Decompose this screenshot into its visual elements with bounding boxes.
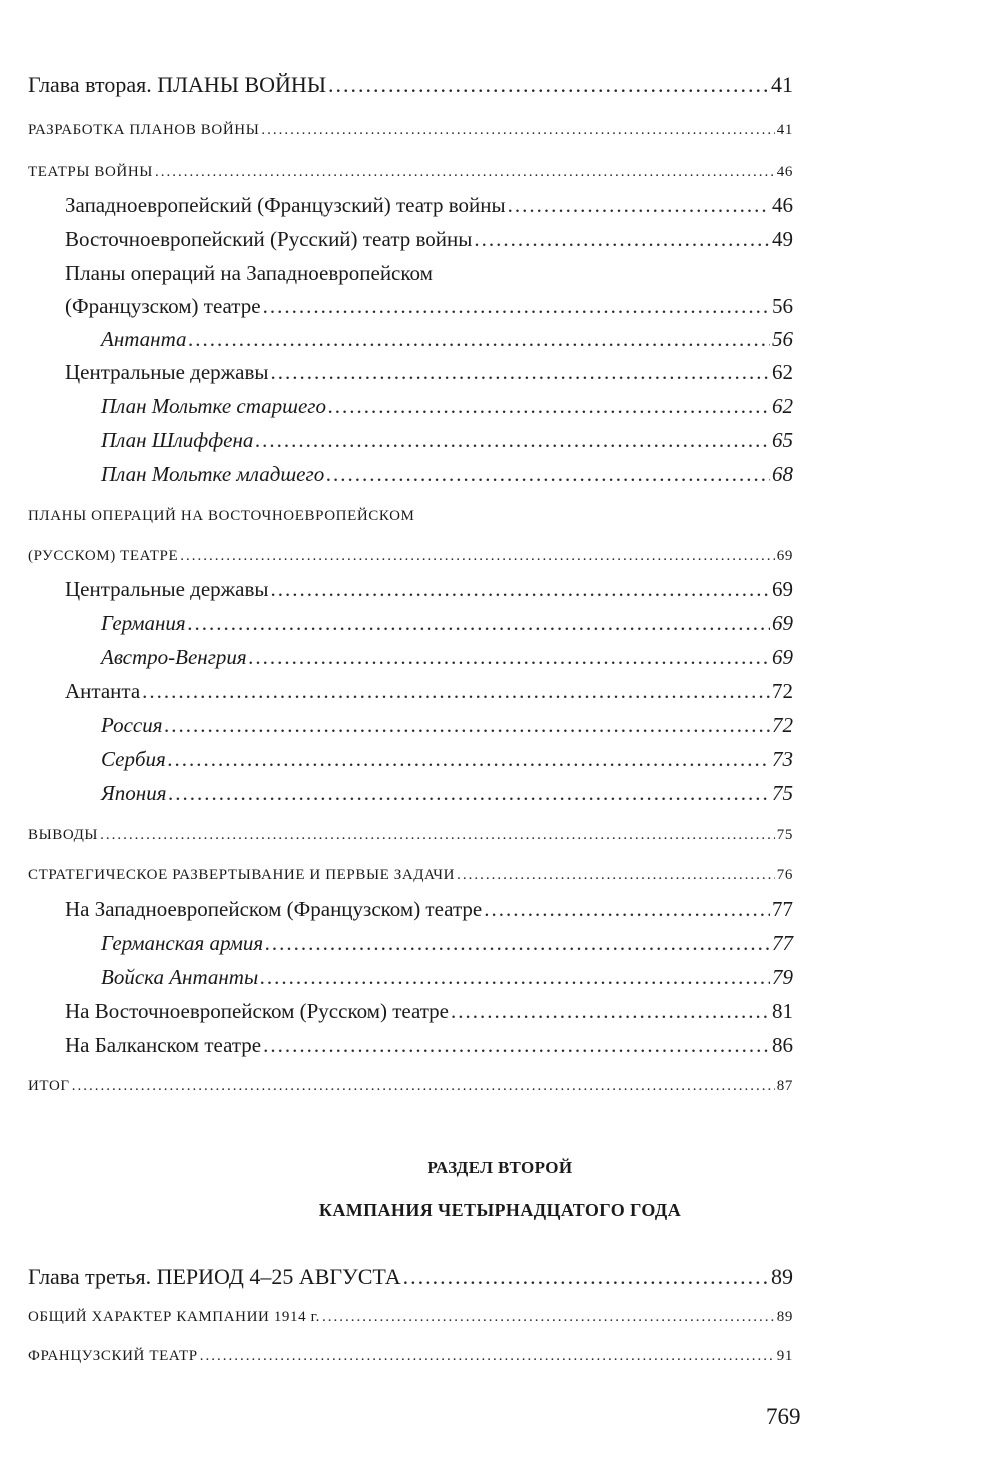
toc-entry-page: 69 xyxy=(772,645,793,669)
dot-leader xyxy=(484,894,770,924)
toc-entry[interactable] xyxy=(28,860,793,890)
toc-entry-title: Германская армия xyxy=(101,931,264,955)
toc-entry-title: (Французском) театре xyxy=(65,294,261,318)
toc-entry-title: Антанта xyxy=(101,327,187,351)
toc-entry[interactable] xyxy=(28,157,793,187)
toc-entry-page: 65 xyxy=(772,428,793,452)
dot-leader xyxy=(168,744,770,774)
dot-leader xyxy=(271,574,771,604)
toc-entry[interactable] xyxy=(28,744,793,774)
toc-entry-page: 73 xyxy=(772,747,793,771)
toc-entry-page: 72 xyxy=(772,679,793,703)
toc-entry-title: Глава вторая. ПЛАНЫ ВОЙНЫ xyxy=(28,72,327,97)
toc-entry-page: 91 xyxy=(776,1348,793,1364)
toc-entry[interactable] xyxy=(28,928,793,958)
toc-entry-title: ИТОГ xyxy=(28,1078,70,1094)
toc-entry[interactable] xyxy=(28,224,793,254)
toc-entry[interactable] xyxy=(28,996,793,1026)
toc-entry-title: Австро-Венгрия xyxy=(101,645,247,669)
toc-entry-page: 86 xyxy=(772,1033,793,1057)
toc-entry[interactable] xyxy=(28,1302,793,1332)
toc-entry-title: Сербия xyxy=(101,747,166,771)
toc-entry-page: 69 xyxy=(772,611,793,635)
toc-entry[interactable] xyxy=(28,1262,793,1292)
dot-leader xyxy=(328,70,769,100)
dot-leader xyxy=(326,459,770,489)
dot-leader xyxy=(142,676,770,706)
dot-leader xyxy=(322,1302,775,1332)
toc-entry-page: 41 xyxy=(776,122,793,138)
toc-entry-title: Германия xyxy=(101,611,186,635)
toc-entry[interactable] xyxy=(28,574,793,604)
section-part-heading: РАЗДЕЛ ВТОРОЙ xyxy=(427,1158,573,1177)
dot-leader xyxy=(263,291,770,321)
dot-leader xyxy=(249,642,770,672)
dot-leader xyxy=(155,157,775,187)
toc-entry[interactable] xyxy=(28,425,793,455)
dot-leader xyxy=(271,357,771,387)
toc-entry-page: 46 xyxy=(772,193,793,217)
toc-entry-title: Планы операций на Западноевропейском xyxy=(65,261,433,285)
toc-entry-page: 62 xyxy=(772,394,793,418)
toc-entry-title: Восточноевропейский (Русский) театр войны xyxy=(65,227,473,251)
toc-entry-page: 49 xyxy=(772,227,793,251)
dot-leader xyxy=(328,391,770,421)
dot-leader xyxy=(457,860,775,890)
toc-entry[interactable] xyxy=(28,459,793,489)
toc-entry-title: Россия xyxy=(101,713,163,737)
toc-entry-page: 75 xyxy=(772,781,793,805)
toc-entry-title: ОБЩИЙ ХАРАКТЕР КАМПАНИИ 1914 г. xyxy=(28,1309,320,1325)
toc-entry-page: 77 xyxy=(772,897,793,921)
toc-entry[interactable] xyxy=(28,608,793,638)
toc-entry-title: РАЗРАБОТКА ПЛАНОВ ВОЙНЫ xyxy=(28,122,260,138)
section-title-heading: КАМПАНИЯ ЧЕТЫРНАДЦАТОГО ГОДА xyxy=(318,1200,682,1220)
toc-entry[interactable] xyxy=(28,190,793,220)
toc-entry[interactable] xyxy=(28,501,414,531)
dot-leader xyxy=(200,1341,775,1371)
dot-leader xyxy=(451,996,770,1026)
dot-leader xyxy=(188,608,770,638)
toc-entry-title: Войска Антанты xyxy=(101,965,259,989)
toc-entry[interactable] xyxy=(28,258,433,288)
dot-leader xyxy=(261,115,774,145)
toc-entry[interactable] xyxy=(28,291,793,321)
toc-entry-title: План Шлиффена xyxy=(101,428,254,452)
dot-leader xyxy=(164,710,770,740)
toc-entry-page: 79 xyxy=(772,965,793,989)
dot-leader xyxy=(168,778,770,808)
dot-leader xyxy=(100,820,775,850)
toc-entry-page: 72 xyxy=(772,713,793,737)
toc-entry[interactable] xyxy=(28,1030,793,1060)
toc-entry-title: ТЕАТРЫ ВОЙНЫ xyxy=(28,164,153,180)
toc-entry-page: 56 xyxy=(772,294,793,318)
toc-entry-page: 56 xyxy=(772,327,793,351)
toc-entry[interactable] xyxy=(28,642,793,672)
toc-entry[interactable] xyxy=(28,710,793,740)
toc-entry-title: Западноевропейский (Французский) театр войны xyxy=(65,193,506,217)
toc-entry[interactable] xyxy=(28,391,793,421)
toc-entry-page: 81 xyxy=(772,999,793,1023)
toc-entry[interactable] xyxy=(28,676,793,706)
dot-leader xyxy=(260,962,770,992)
dot-leader xyxy=(189,324,770,354)
toc-entry-page: 77 xyxy=(772,931,793,955)
page-number: 769 xyxy=(766,1404,801,1429)
toc-entry-page: 62 xyxy=(772,360,793,384)
toc-entry-title: ВЫВОДЫ xyxy=(28,827,99,843)
toc-entry-title: ФРАНЦУЗСКИЙ ТЕАТР xyxy=(28,1348,198,1364)
toc-entry-title: На Восточноевропейском (Русском) театре xyxy=(65,999,449,1023)
toc-entry-title: На Балканском театре xyxy=(65,1033,262,1057)
toc-entry[interactable] xyxy=(28,115,793,145)
toc-entry[interactable] xyxy=(28,1071,793,1101)
toc-entry-title: Япония xyxy=(101,781,167,805)
toc-entry-page: 69 xyxy=(772,577,793,601)
toc-entry-page: 41 xyxy=(771,72,793,97)
toc-entry[interactable] xyxy=(28,541,793,571)
toc-entry-title: План Мольтке старшего xyxy=(101,394,327,418)
dot-leader xyxy=(255,425,770,455)
dot-leader xyxy=(474,224,770,254)
dot-leader xyxy=(265,928,770,958)
toc-entry-title: Антанта xyxy=(65,679,141,703)
toc-entry-page: 75 xyxy=(776,827,793,843)
toc-entry[interactable] xyxy=(28,962,793,992)
toc-entry-page: 89 xyxy=(776,1309,793,1325)
dot-leader xyxy=(72,1071,775,1101)
toc-entry-title: На Западноевропейском (Французском) театре xyxy=(65,897,483,921)
toc-entry[interactable] xyxy=(28,324,793,354)
dot-leader xyxy=(508,190,770,220)
toc-entry[interactable] xyxy=(28,820,793,850)
dot-leader xyxy=(403,1262,769,1292)
toc-entry-page: 87 xyxy=(776,1078,793,1094)
toc-entry-title: ПЛАНЫ ОПЕРАЦИЙ НА ВОСТОЧНОЕВРОПЕЙСКОМ xyxy=(28,508,415,524)
toc-entry-title: Центральные державы xyxy=(65,360,269,384)
toc-entry-page: 46 xyxy=(776,164,793,180)
toc-entry[interactable] xyxy=(28,70,793,100)
toc-entry-page: 89 xyxy=(771,1264,793,1289)
dot-leader xyxy=(263,1030,770,1060)
toc-entry[interactable] xyxy=(28,778,793,808)
toc-entry[interactable] xyxy=(28,894,793,924)
dot-leader xyxy=(180,541,775,571)
toc-entry-title: Глава третья. ПЕРИОД 4–25 АВГУСТА xyxy=(28,1264,401,1289)
toc-entry-title: (РУССКОМ) ТЕАТРЕ xyxy=(28,548,179,564)
toc-entry[interactable] xyxy=(28,357,793,387)
toc-entry-title: СТРАТЕГИЧЕСКОЕ РАЗВЕРТЫВАНИЕ И ПЕРВЫЕ ЗАДАЧИ xyxy=(28,867,456,883)
toc-entry-page: 69 xyxy=(776,548,793,564)
toc-entry-page: 76 xyxy=(776,867,793,883)
toc-entry-page: 68 xyxy=(772,462,793,486)
toc-entry[interactable] xyxy=(28,1341,793,1371)
toc-entry-title: План Мольтке младшего xyxy=(101,462,325,486)
toc-entry-title: Центральные державы xyxy=(65,577,269,601)
